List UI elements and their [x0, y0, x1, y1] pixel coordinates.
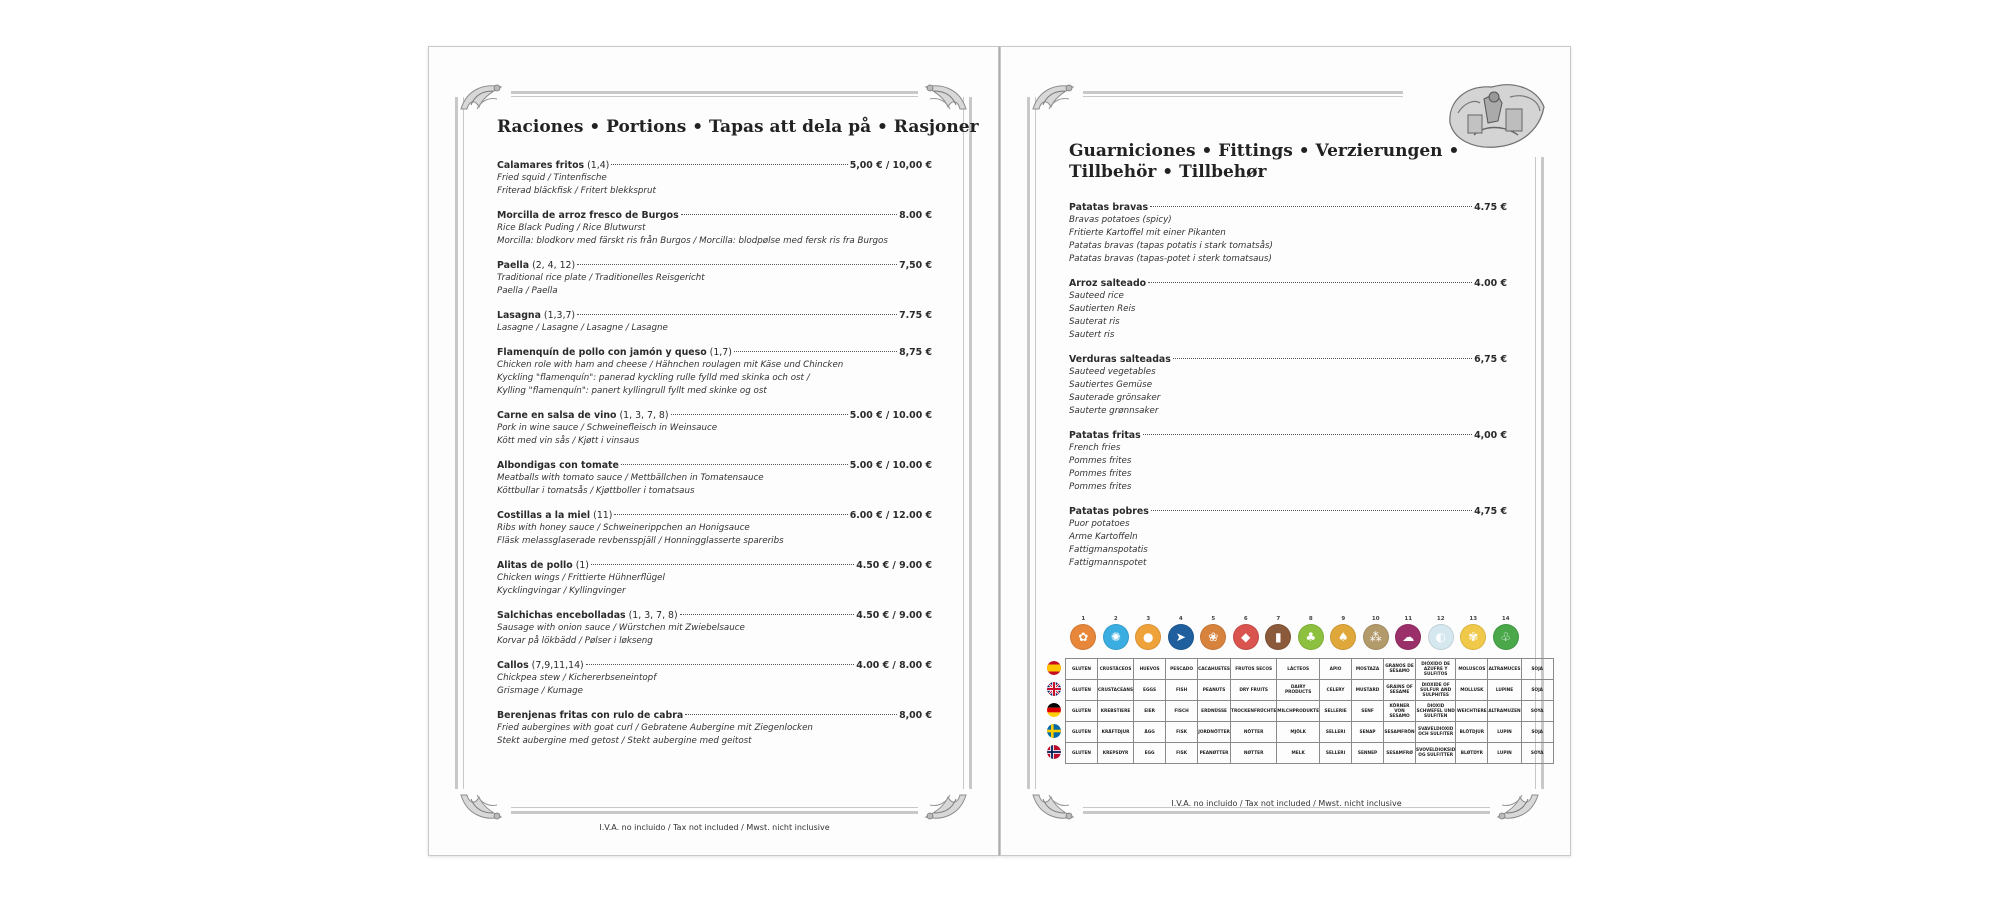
dish-translation: Kyckling "flamenquín": panerad kyckling rulle fylld med skinka och ost / — [497, 373, 810, 383]
frame-border-bottom-inner — [511, 807, 918, 808]
allergen-number: 7 — [1276, 616, 1281, 622]
menu-item — [1069, 277, 1507, 342]
allergen-name-cell: LUPINE — [1488, 680, 1521, 701]
dish-translation: Sautierten Reis — [1069, 304, 1136, 314]
frame-border-bottom — [511, 811, 918, 814]
menu-item-row — [497, 709, 932, 722]
allergen-name-cell: DIOXIDE OF SULFUR AND SULPHITES — [1416, 680, 1456, 701]
allergen-icon-row — [1067, 615, 1522, 650]
menu-item-row — [497, 559, 932, 572]
dish-name: Arroz salteado — [1069, 278, 1147, 289]
corner-ornament-bottom-left — [1029, 791, 1079, 825]
menu-item — [497, 159, 932, 198]
dish-name: Alitas de pollo — [497, 560, 573, 571]
allergen-name-cell: SOJA — [1521, 680, 1553, 701]
allergen-icon-item — [1425, 615, 1458, 650]
dish-translation: Sauteed rice — [1069, 291, 1124, 301]
dish-name: Carne en salsa de vino — [497, 410, 617, 421]
allergen-name-cell: FISH — [1166, 680, 1198, 701]
menu-item-row — [497, 309, 932, 322]
sulphite-icon: ☁ — [1395, 624, 1421, 650]
allergen-name-cell: SVAVELDIOXID OCH SULFITER — [1416, 722, 1456, 743]
peanut-icon: ❀ — [1200, 624, 1226, 650]
allergen-name-cell: PESCADO — [1166, 659, 1198, 680]
allergen-name-cell: SOYA — [1521, 701, 1553, 722]
allergen-name-cell: DRY FRUITS — [1231, 680, 1277, 701]
menu-item — [497, 409, 932, 448]
mustard-icon: ♠ — [1330, 624, 1356, 650]
frame-border-right — [969, 97, 972, 789]
allergen-name-cell: LUPIN — [1488, 722, 1521, 743]
menu-item — [497, 346, 932, 398]
menu-item-row — [1069, 277, 1507, 290]
allergen-icon-item — [1132, 615, 1165, 650]
allergen-table — [1043, 658, 1554, 764]
dot-leader — [671, 414, 848, 415]
frame-border-top-inner — [1083, 96, 1403, 97]
dot-leader — [577, 314, 897, 315]
dish-translation: Pork in wine sauce / Schweinefleisch in Weinsauce — [497, 423, 718, 433]
tax-footer: I.V.A. no incluido / Tax not included / Mwst. nicht inclusive — [599, 823, 830, 832]
allergen-name-cell: ERDNÜSSE — [1198, 701, 1231, 722]
allergen-icon-item — [1262, 615, 1295, 650]
allergen-name-cell: FISCH — [1166, 701, 1198, 722]
menu-item-row — [1069, 353, 1507, 366]
allergen-name-cell: GLUTEN — [1066, 680, 1098, 701]
frame-border-left — [455, 97, 458, 789]
dish-translation: Korvar på lökbädd / Pølser i løkseng — [497, 636, 653, 646]
germany-flag-icon — [1047, 703, 1061, 717]
dish-allergen-codes: (1) — [575, 560, 589, 571]
dish-price: 6.00 € / 12.00 € — [849, 510, 932, 521]
norway-flag-icon — [1047, 745, 1061, 759]
flag-cell — [1043, 659, 1066, 680]
dish-name: Costillas a la miel — [497, 510, 591, 521]
mollusc-icon: ◐ — [1428, 624, 1454, 650]
dish-translation: Köttbullar i tomatsås / Kjøttboller i tomatsaus — [497, 486, 695, 496]
menu-item-row — [1069, 201, 1507, 214]
allergen-name-cell: KRÄFTDJUR — [1098, 722, 1134, 743]
dish-translation: Morcilla: blodkorv med färskt ris från Burgos / Morcilla: blodpølse med fersk ris fra Burgos — [497, 236, 888, 246]
dish-price: 5,00 € / 10,00 € — [849, 160, 932, 171]
corner-ornament-top-right — [920, 79, 970, 113]
allergen-name-cell: MOSTAZA — [1352, 659, 1384, 680]
section-title-line1: Guarniciones • Fittings • Verzierungen • — [1069, 141, 1460, 161]
corner-ornament-bottom-right — [1492, 791, 1542, 825]
milk-icon: ▮ — [1265, 624, 1291, 650]
allergen-icon-item — [1392, 615, 1425, 650]
allergen-icon-item — [1197, 615, 1230, 650]
allergen-name-cell: CACAHUETES — [1198, 659, 1231, 680]
allergen-name-cell: FRUTOS SECOS — [1231, 659, 1277, 680]
allergen-name-cell: KREPSDYR — [1098, 743, 1134, 764]
menu-item — [1069, 353, 1507, 418]
dish-translation: Pommes frites — [1069, 482, 1132, 492]
allergen-name-cell: HUEVOS — [1134, 659, 1166, 680]
flag-cell — [1043, 722, 1066, 743]
allergen-icon-item — [1295, 615, 1328, 650]
section-title: Raciones • Portions • Tapas att dela på • Rasjoner — [497, 117, 979, 137]
frame-border-left — [1027, 97, 1030, 789]
dish-price: 8.00 € — [899, 210, 932, 221]
dish-translation: French fries — [1069, 443, 1121, 453]
dish-allergen-codes: (11) — [593, 510, 613, 521]
menu-item — [1069, 505, 1507, 570]
dish-price: 4,75 € — [1474, 506, 1507, 517]
menu-item-row — [497, 209, 932, 222]
dish-price: 8,00 € — [899, 710, 932, 721]
menu-item — [1069, 201, 1507, 266]
allergen-name-cell: DIOXID SCHWEFEL UND SULFITEN — [1416, 701, 1456, 722]
allergen-name-cell: SESAMFRØ — [1384, 743, 1416, 764]
allergen-name-cell: MELK — [1277, 743, 1320, 764]
allergen-name-cell: GLUTEN — [1066, 659, 1098, 680]
allergen-name-cell: NÖTTER — [1231, 722, 1277, 743]
menu-item-row — [497, 659, 932, 672]
menu-item-row — [497, 159, 932, 172]
allergen-name-cell: BLÖTDJUR — [1456, 722, 1488, 743]
allergen-icon-item — [1457, 615, 1490, 650]
sweden-flag-icon — [1047, 724, 1061, 738]
allergen-name-cell: PEANØTTER — [1198, 743, 1231, 764]
corner-ornament-bottom-right — [920, 791, 970, 825]
menu-item — [1069, 429, 1507, 494]
dish-translation: Fried aubergines with goat curl / Gebratene Aubergine mit Ziegenlocken — [497, 723, 813, 733]
frame-border-bottom — [1083, 811, 1490, 814]
allergen-name-cell: WEICHTIERE — [1456, 701, 1488, 722]
allergen-name-cell: DAIRY PRODUCTS — [1277, 680, 1320, 701]
corner-ornament-top-left — [457, 79, 507, 113]
dish-name: Morcilla de arroz fresco de Burgos — [497, 210, 679, 221]
allergen-name-cell: TROCKENFRÜCHTE — [1231, 701, 1277, 722]
frame-border-top — [1083, 91, 1403, 94]
allergen-number: 12 — [1436, 616, 1445, 622]
dot-leader — [734, 351, 897, 352]
dish-translation: Pommes frites — [1069, 456, 1132, 466]
dish-allergen-codes: (1,7) — [709, 347, 732, 358]
allergen-icon-item — [1327, 615, 1360, 650]
allergen-row-sv — [1043, 722, 1553, 743]
menu-item — [497, 259, 932, 298]
flag-cell — [1043, 680, 1066, 701]
menu-item-row — [497, 259, 932, 272]
menu-item — [497, 309, 932, 335]
allergen-icon-item — [1067, 615, 1100, 650]
menu-item-row — [497, 509, 932, 522]
allergen-name-cell: KREBSTIERE — [1098, 701, 1134, 722]
dish-translation: Fattigmannspotet — [1069, 558, 1147, 568]
section-title-line2: Tillbehör • Tillbehør — [1069, 162, 1267, 182]
dish-price: 4.00 € — [1474, 278, 1507, 289]
allergen-name-cell: ÄGG — [1134, 722, 1166, 743]
allergen-icon-item — [1100, 615, 1133, 650]
dish-name: Patatas pobres — [1069, 506, 1149, 517]
dish-price: 4.75 € — [1474, 202, 1507, 213]
frame-border-top-inner — [511, 96, 918, 97]
dot-leader — [591, 564, 854, 565]
menu-item-row — [497, 459, 932, 472]
menu-item — [497, 209, 932, 248]
menu-item — [497, 709, 932, 748]
dish-translation: Fried squid / Tintenfische — [497, 173, 607, 183]
soy-icon: ♧ — [1493, 624, 1519, 650]
dish-translation: Grismage / Kumage — [497, 686, 583, 696]
dot-leader — [1173, 358, 1472, 359]
allergen-name-cell: CELERY — [1320, 680, 1352, 701]
allergen-name-cell: SVOVELDIOKSID OG SULFITTER — [1416, 743, 1456, 764]
menu-item-row — [497, 346, 932, 359]
dish-translation: Stekt aubergine med getost / Stekt aubergine med geitost — [497, 736, 752, 746]
allergen-number: 2 — [1113, 616, 1118, 622]
allergen-row-de — [1043, 701, 1553, 722]
dot-leader — [577, 264, 897, 265]
allergen-name-cell: CRUSTACEANS — [1098, 680, 1134, 701]
dish-translation: Friterad bläckfisk / Fritert blekksprut — [497, 186, 656, 196]
dish-name: Calamares fritos — [497, 160, 585, 171]
dish-price: 8,75 € — [899, 347, 932, 358]
allergen-name-cell: GLUTEN — [1066, 701, 1098, 722]
dish-translation: Sauterade grönsaker — [1069, 393, 1161, 403]
dish-allergen-codes: (1,4) — [587, 160, 610, 171]
allergen-number: 8 — [1308, 616, 1313, 622]
allergen-name-cell: MUSTARD — [1352, 680, 1384, 701]
menu-item — [497, 459, 932, 498]
allergen-number: 11 — [1404, 616, 1413, 622]
allergen-name-cell: SOJA — [1521, 722, 1553, 743]
allergen-number: 9 — [1341, 616, 1346, 622]
dish-translation: Paella / Paella — [497, 286, 558, 296]
dish-price: 7,50 € — [899, 260, 932, 271]
allergen-name-cell: EGG — [1134, 743, 1166, 764]
frame-border-right-inner — [963, 97, 964, 789]
dot-leader — [611, 164, 847, 165]
allergen-name-cell: MOLLUSK — [1456, 680, 1488, 701]
allergen-icon-item — [1490, 615, 1523, 650]
allergen-name-cell: MOLUSCOS — [1456, 659, 1488, 680]
allergen-number: 3 — [1146, 616, 1151, 622]
dish-name: Lasagna — [497, 310, 541, 321]
dish-translation: Patatas bravas (tapas-potet i sterk tomatsaus) — [1069, 254, 1272, 264]
allergen-number: 5 — [1211, 616, 1216, 622]
dish-translation: Bravas potatoes (spicy) — [1069, 215, 1172, 225]
dish-translation: Puor potatoes — [1069, 519, 1130, 529]
allergen-name-cell: GRAINS OF SESAME — [1384, 680, 1416, 701]
allergen-icon-item — [1165, 615, 1198, 650]
allergen-number: 14 — [1501, 616, 1510, 622]
allergen-name-cell: SENF — [1352, 701, 1384, 722]
egg-icon: ● — [1135, 624, 1161, 650]
allergen-name-cell: DIÓXIDO DE AZUFRE Y SULFITOS — [1416, 659, 1456, 680]
celery-icon: ♣ — [1298, 624, 1324, 650]
allergen-name-cell: FISK — [1166, 722, 1198, 743]
allergen-number: 6 — [1243, 616, 1248, 622]
allergen-name-cell: MJÖLK — [1277, 722, 1320, 743]
menu-item — [497, 659, 932, 698]
dish-translation: Ribs with honey sauce / Schweinerippchen an Honigsauce — [497, 523, 750, 533]
allergen-name-cell: PEANUTS — [1198, 680, 1231, 701]
allergen-name-cell: BLØTDYR — [1456, 743, 1488, 764]
dish-translation: Sauterte grønnsaker — [1069, 406, 1159, 416]
dish-allergen-codes: (7,9,11,14) — [531, 660, 584, 671]
allergen-name-cell: KÖRNER VON SESAMO — [1384, 701, 1416, 722]
dot-leader — [586, 664, 855, 665]
lupin-icon: ✾ — [1460, 624, 1486, 650]
dish-translation: Fläsk melassglaserade revbensspjäll / Honningglasserte spareribs — [497, 536, 784, 546]
dish-translation: Traditional rice plate / Traditionelles Reisgericht — [497, 273, 705, 283]
dot-leader — [614, 514, 847, 515]
menu-item — [497, 559, 932, 598]
dot-leader — [681, 214, 897, 215]
flag-cell — [1043, 701, 1066, 722]
dish-price: 7.75 € — [899, 310, 932, 321]
dish-name: Salchichas encebolladas — [497, 610, 626, 621]
allergen-name-cell: MILCHPRODUKTE — [1277, 701, 1320, 722]
dish-price: 4.50 € / 9.00 € — [856, 610, 932, 621]
dot-leader — [1150, 206, 1472, 207]
section-title — [1069, 141, 1459, 183]
allergen-name-cell: SELLERIE — [1320, 701, 1352, 722]
allergen-name-cell: SESAMFRÖN — [1384, 722, 1416, 743]
allergen-name-cell: EGGS — [1134, 680, 1166, 701]
menu-item — [497, 509, 932, 548]
allergen-name-cell: LÁCTEOS — [1277, 659, 1320, 680]
dish-name: Flamenquín de pollo con jamón y queso — [497, 347, 707, 358]
allergen-row-no — [1043, 743, 1553, 764]
tax-footer: I.V.A. no incluido / Tax not included / Mwst. nicht inclusive — [1171, 799, 1402, 808]
knight-emblem-logo — [1444, 77, 1548, 153]
dot-leader — [1151, 510, 1472, 511]
dish-translation: Lasagne / Lasagne / Lasagne / Lasagne — [497, 323, 668, 333]
allergen-name-cell: SELLERI — [1320, 722, 1352, 743]
dot-leader — [685, 714, 897, 715]
allergen-name-cell: ALTRAMUCES — [1488, 659, 1521, 680]
dish-price: 4.50 € / 9.00 € — [856, 560, 932, 571]
dish-translation: Kött med vin sås / Kjøtt i vinsaus — [497, 436, 640, 446]
dot-leader — [680, 614, 855, 615]
corner-ornament-top-left — [1029, 79, 1079, 113]
dish-price: 6,75 € — [1474, 354, 1507, 365]
allergen-name-cell: JORDNÖTTER — [1198, 722, 1231, 743]
dish-translation: Meatballs with tomato sauce / Mettbällchen in Tomatensauce — [497, 473, 764, 483]
allergen-name-cell: CRUSTÁCEOS — [1098, 659, 1134, 680]
allergen-name-cell: GLUTEN — [1066, 722, 1098, 743]
allergen-name-cell: SELLERI — [1320, 743, 1352, 764]
dish-price: 5.00 € / 10.00 € — [849, 410, 932, 421]
menu-item-row — [497, 609, 932, 622]
dish-translation: Kylling "flamenquín": panert kyllingrull fyllt med skinke og ost — [497, 386, 767, 396]
dish-name: Berenjenas fritas con rulo de cabra — [497, 710, 684, 721]
menu-item-row — [497, 409, 932, 422]
allergen-name-cell: EIER — [1134, 701, 1166, 722]
allergen-name-cell: LUPIN — [1488, 743, 1521, 764]
frame-border-left-inner — [1035, 97, 1036, 789]
crab-icon: ✺ — [1103, 624, 1129, 650]
allergen-name-cell: SOYA — [1521, 743, 1553, 764]
dot-leader — [1148, 282, 1472, 283]
dish-translation: Sauteed vegetables — [1069, 367, 1156, 377]
allergen-number: 13 — [1469, 616, 1478, 622]
allergen-number: 1 — [1081, 616, 1086, 622]
dish-translation: Sautert ris — [1069, 330, 1115, 340]
spain-flag-icon — [1047, 661, 1061, 675]
dish-translation: Fritierte Kartoffel mit einer Pikanten — [1069, 228, 1226, 238]
menu-item-list — [497, 159, 932, 759]
dish-name: Patatas bravas — [1069, 202, 1149, 213]
menu-page-left — [428, 46, 999, 856]
dish-translation: Patatas bravas (tapas potatis i stark tomatsås) — [1069, 241, 1273, 251]
dish-translation: Sautiertes Gemüse — [1069, 380, 1153, 390]
menu-item-row — [1069, 505, 1507, 518]
allergen-name-cell: GLUTEN — [1066, 743, 1098, 764]
dish-translation: Chicken role with ham and cheese / Hähnchen roulagen mit Käse und Chincken — [497, 360, 844, 370]
dish-price: 5.00 € / 10.00 € — [849, 460, 932, 471]
dish-translation: Arme Kartoffeln — [1069, 532, 1138, 542]
menu-item-row — [1069, 429, 1507, 442]
allergen-icon-item — [1230, 615, 1263, 650]
allergen-name-cell: ALTRAMUZEN — [1488, 701, 1521, 722]
dish-translation: Rice Black Puding / Rice Blutwurst — [497, 223, 646, 233]
menu-item-list — [1069, 201, 1507, 581]
allergen-name-cell: SENNEP — [1352, 743, 1384, 764]
dish-allergen-codes: (1, 3, 7, 8) — [619, 410, 669, 421]
allergen-number: 4 — [1178, 616, 1183, 622]
dish-price: 4.00 € / 8.00 € — [856, 660, 932, 671]
dish-translation: Sauterat ris — [1069, 317, 1120, 327]
dot-leader — [1143, 434, 1472, 435]
dish-translation: Chicken wings / Frittierte Hühnerflügel — [497, 573, 665, 583]
fish-icon: ➤ — [1168, 624, 1194, 650]
corner-ornament-bottom-left — [457, 791, 507, 825]
uk-flag-icon — [1047, 682, 1061, 696]
dish-name: Patatas fritas — [1069, 430, 1141, 441]
dish-translation: Fattigmanspotatis — [1069, 545, 1148, 555]
dish-translation: Pommes frites — [1069, 469, 1132, 479]
allergen-name-cell: NØTTER — [1231, 743, 1277, 764]
allergen-row-en — [1043, 680, 1553, 701]
dish-name: Verduras salteadas — [1069, 354, 1171, 365]
dish-translation: Sausage with onion sauce / Würstchen mit Zwiebelsauce — [497, 623, 745, 633]
menu-item — [497, 609, 932, 648]
frame-border-left-inner — [463, 97, 464, 789]
dish-translation: Chickpea stew / Kichererbseneintopf — [497, 673, 657, 683]
dish-name: Albondigas con tomate — [497, 460, 619, 471]
flag-cell — [1043, 743, 1066, 764]
dish-allergen-codes: (1,3,7) — [543, 310, 576, 321]
dish-price: 4,00 € — [1474, 430, 1507, 441]
menu-page-right — [1000, 46, 1571, 856]
dot-leader — [621, 464, 848, 465]
allergen-icon-item — [1360, 615, 1393, 650]
allergen-name-cell: SOJA — [1521, 659, 1553, 680]
dish-allergen-codes: (1, 3, 7, 8) — [628, 610, 678, 621]
wheat-icon: ✿ — [1070, 624, 1096, 650]
frame-border-top — [511, 91, 918, 94]
allergen-row-es — [1043, 659, 1553, 680]
allergen-name-cell: APIO — [1320, 659, 1352, 680]
dish-translation: Kycklingvingar / Kyllingvinger — [497, 586, 626, 596]
dish-name: Paella — [497, 260, 530, 271]
allergen-name-cell: GRANOS DE SÉSAMO — [1384, 659, 1416, 680]
allergen-name-cell: SENAP — [1352, 722, 1384, 743]
nut-icon: ◆ — [1233, 624, 1259, 650]
allergen-number: 10 — [1371, 616, 1380, 622]
dish-allergen-codes: (2, 4, 12) — [532, 260, 576, 271]
allergen-name-cell: FISK — [1166, 743, 1198, 764]
dish-name: Callos — [497, 660, 529, 671]
sesame-icon: ⁂ — [1363, 624, 1389, 650]
